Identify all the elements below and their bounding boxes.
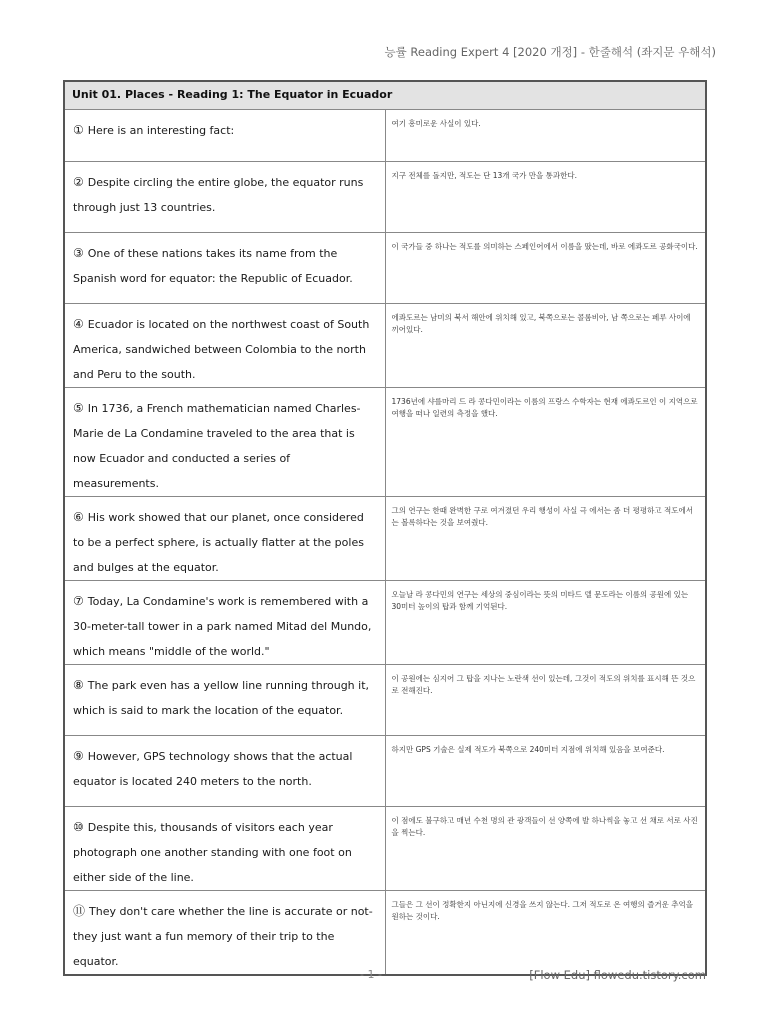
english-sentence: In 1736, a French mathematician named Charles-Marie de La Condamine traveled to the area that is now Ecuador and conducted a series of measurements. (73, 402, 361, 490)
english-sentence: Today, La Condamine's work is remembered with a 30-meter-tall tower in a park named Mitad del Mundo, which means "middle of the world." (73, 595, 372, 658)
sentence-number: ② (73, 175, 84, 189)
english-sentence-cell (64, 497, 385, 581)
sentence-row (64, 807, 706, 891)
sentence-number: ⑧ (73, 678, 84, 692)
sentence-row (64, 736, 706, 807)
sentence-row (64, 162, 706, 233)
korean-translation: 그의 연구는 한때 완벽한 구로 여겨졌던 우리 행성이 사실 극 에서는 좀 더 평평하고 적도에서는 볼록하다는 것을 보여줬다. (391, 506, 693, 527)
korean-translation-cell (385, 665, 706, 736)
english-sentence: His work showed that our planet, once considered to be a perfect sphere, is actually flatter at the poles and bulges at the equator. (73, 511, 364, 574)
english-sentence: They don't care whether the line is accurate or not-they just want a fun memory of their trip to the equator. (73, 905, 373, 968)
korean-translation-cell (385, 807, 706, 891)
korean-translation: 이 국가들 중 하나는 적도를 의미하는 스페인어에서 이름을 땄는데, 바로 에콰도르 공화국이다. (391, 242, 698, 251)
page-number: - 1 - (360, 968, 382, 981)
korean-translation: 하지만 GPS 기술은 실제 적도가 북쪽으로 240미터 지점에 위치해 있음을 보여준다. (391, 745, 665, 754)
sentence-row (64, 665, 706, 736)
footer-brand: [Flow Edu] flowedu.tistory.com (529, 968, 706, 982)
english-sentence: One of these nations takes its name from the Spanish word for equator: the Republic of Ecuador. (73, 247, 353, 285)
korean-translation: 여기 흥미로운 사실이 있다. (391, 119, 481, 128)
korean-translation-cell (385, 736, 706, 807)
sentence-number: ⑩ (73, 820, 84, 834)
english-sentence-cell (64, 162, 385, 233)
korean-translation: 에콰도르는 남미의 북서 해안에 위치해 있고, 북쪽으로는 콜롬비아, 남 쪽으로는 페루 사이에 끼어있다. (391, 313, 691, 334)
korean-translation: 지구 전체를 돌지만, 적도는 단 13개 국가 만을 통과한다. (391, 171, 578, 180)
korean-translation-cell (385, 110, 706, 162)
page-header: 능률 Reading Expert 4 [2020 개정] - 한줄해석 (좌지문 우해석) (384, 45, 716, 59)
korean-translation: 이 공원에는 심지어 그 탑을 지나는 노란색 선이 있는데, 그것이 적도의 위치를 표시해 뜬 것으로 전해진다. (391, 674, 696, 695)
english-sentence-cell (64, 736, 385, 807)
english-sentence-cell (64, 581, 385, 665)
english-sentence: Despite this, thousands of visitors each year photograph one another standing with one foot on either side of the line. (73, 821, 352, 884)
english-sentence: The park even has a yellow line running through it, which is said to mark the location of the equator. (73, 679, 370, 717)
sentence-row (64, 581, 706, 665)
sentence-number: ③ (73, 246, 84, 260)
english-sentence-cell (64, 665, 385, 736)
sentence-number: ④ (73, 317, 84, 331)
sentence-number: ⑤ (73, 401, 84, 415)
korean-translation: 그들은 그 선이 정확한지 아닌지에 신경을 쓰지 않는다. 그저 적도로 온 여행의 즐거운 추억을 원하는 것이다. (391, 900, 693, 921)
english-sentence-cell (64, 891, 385, 976)
sentence-row (64, 891, 706, 976)
sentence-row (64, 497, 706, 581)
korean-translation-cell (385, 581, 706, 665)
sentence-number: ⑥ (73, 510, 84, 524)
sentence-number: ⑪ (73, 904, 86, 918)
english-sentence: However, GPS technology shows that the actual equator is located 240 meters to the north. (73, 750, 353, 788)
sentence-number: ① (73, 123, 84, 137)
english-sentence: Ecuador is located on the northwest coast of South America, sandwiched between Colombia to the north and Peru to the south. (73, 318, 370, 381)
sentence-row (64, 110, 706, 162)
english-sentence-cell (64, 807, 385, 891)
english-sentence: Here is an interesting fact: (87, 124, 235, 137)
sentence-row (64, 233, 706, 304)
korean-translation-cell (385, 891, 706, 976)
table-title: Unit 01. Places - Reading 1: The Equator in Ecuador (64, 81, 706, 110)
english-sentence: Despite circling the entire globe, the equator runs through just 13 countries. (73, 176, 364, 214)
sentence-number: ⑦ (73, 594, 84, 608)
korean-translation-cell (385, 497, 706, 581)
korean-translation: 이 점에도 불구하고 매년 수천 명의 관 광객들이 선 양쪽에 발 하나씩을 놓고 선 채로 서로 사진을 찍는다. (391, 816, 698, 837)
english-sentence-cell (64, 110, 385, 162)
korean-translation-cell (385, 233, 706, 304)
english-sentence-cell (64, 304, 385, 388)
korean-translation: 오늘날 라 콩다민의 연구는 세상의 중심이라는 뜻의 미타드 델 문도라는 이름의 공원에 있는 30미터 높이의 탑과 함께 기억된다. (391, 590, 689, 611)
korean-translation-cell (385, 304, 706, 388)
sentence-row (64, 388, 706, 497)
english-sentence-cell (64, 388, 385, 497)
korean-translation-cell (385, 162, 706, 233)
translation-table (63, 80, 707, 976)
korean-translation-cell (385, 388, 706, 497)
table-title-row (64, 81, 706, 110)
sentence-number: ⑨ (73, 749, 84, 763)
english-sentence-cell (64, 233, 385, 304)
korean-translation: 1736년에 샤를마리 드 라 콩다민이라는 이름의 프랑스 수학자는 현재 에콰도르인 이 지역으로 여행을 떠나 일련의 측정을 했다. (391, 397, 698, 418)
sentence-row (64, 304, 706, 388)
